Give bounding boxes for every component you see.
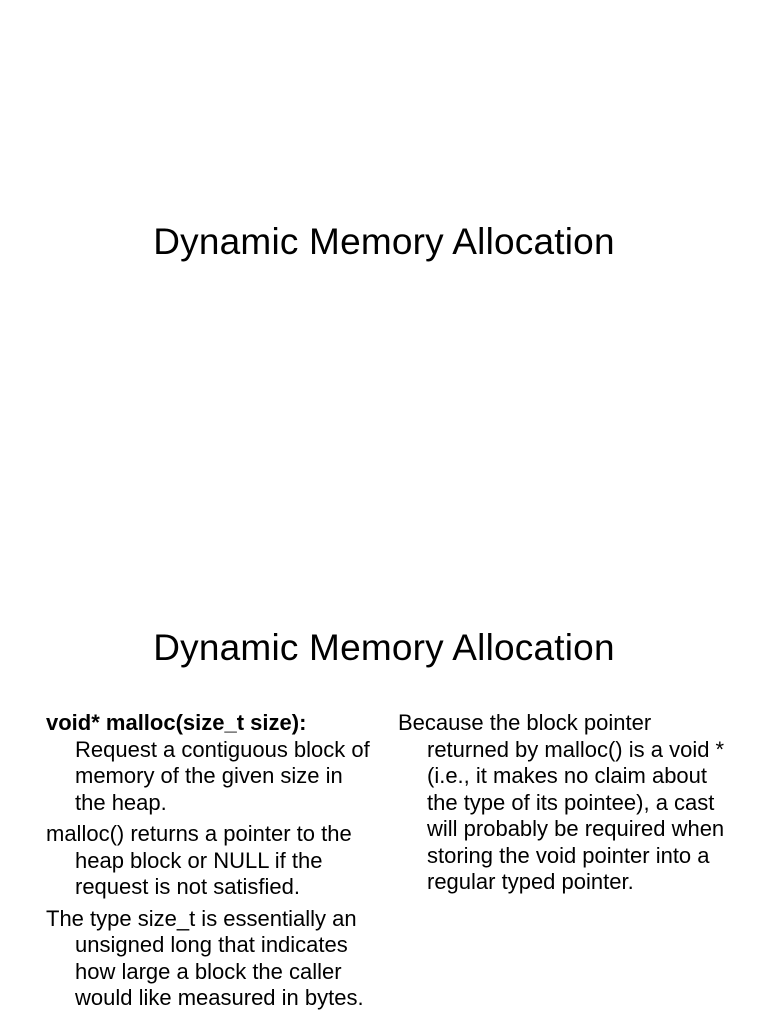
malloc-return-paragraph: malloc() returns a pointer to the heap block or NULL if the request is not satisfied. bbox=[46, 821, 352, 899]
right-column bbox=[398, 710, 728, 901]
slide-title: Dynamic Memory Allocation bbox=[153, 627, 615, 668]
size-t-paragraph: The type size_t is essentially an unsigned long that indicates how large a block the caller would like measured in bytes. bbox=[46, 905, 364, 1010]
malloc-description: Request a contiguous block of memory of the given size in the heap. bbox=[75, 736, 370, 815]
content-slide bbox=[0, 560, 768, 1024]
malloc-signature: void* malloc(size_t size): bbox=[46, 710, 307, 735]
slide-title: Dynamic Memory Allocation bbox=[153, 221, 615, 262]
malloc-signature-paragraph bbox=[46, 710, 376, 816]
title-slide bbox=[0, 0, 768, 500]
cast-paragraph: Because the block pointer returned by malloc() is a void * (i.e., it makes no claim about the type of its pointee), a cast will probably be required when storing the void pointer into a regular typed pointer. bbox=[398, 710, 725, 894]
left-column bbox=[46, 710, 376, 1017]
